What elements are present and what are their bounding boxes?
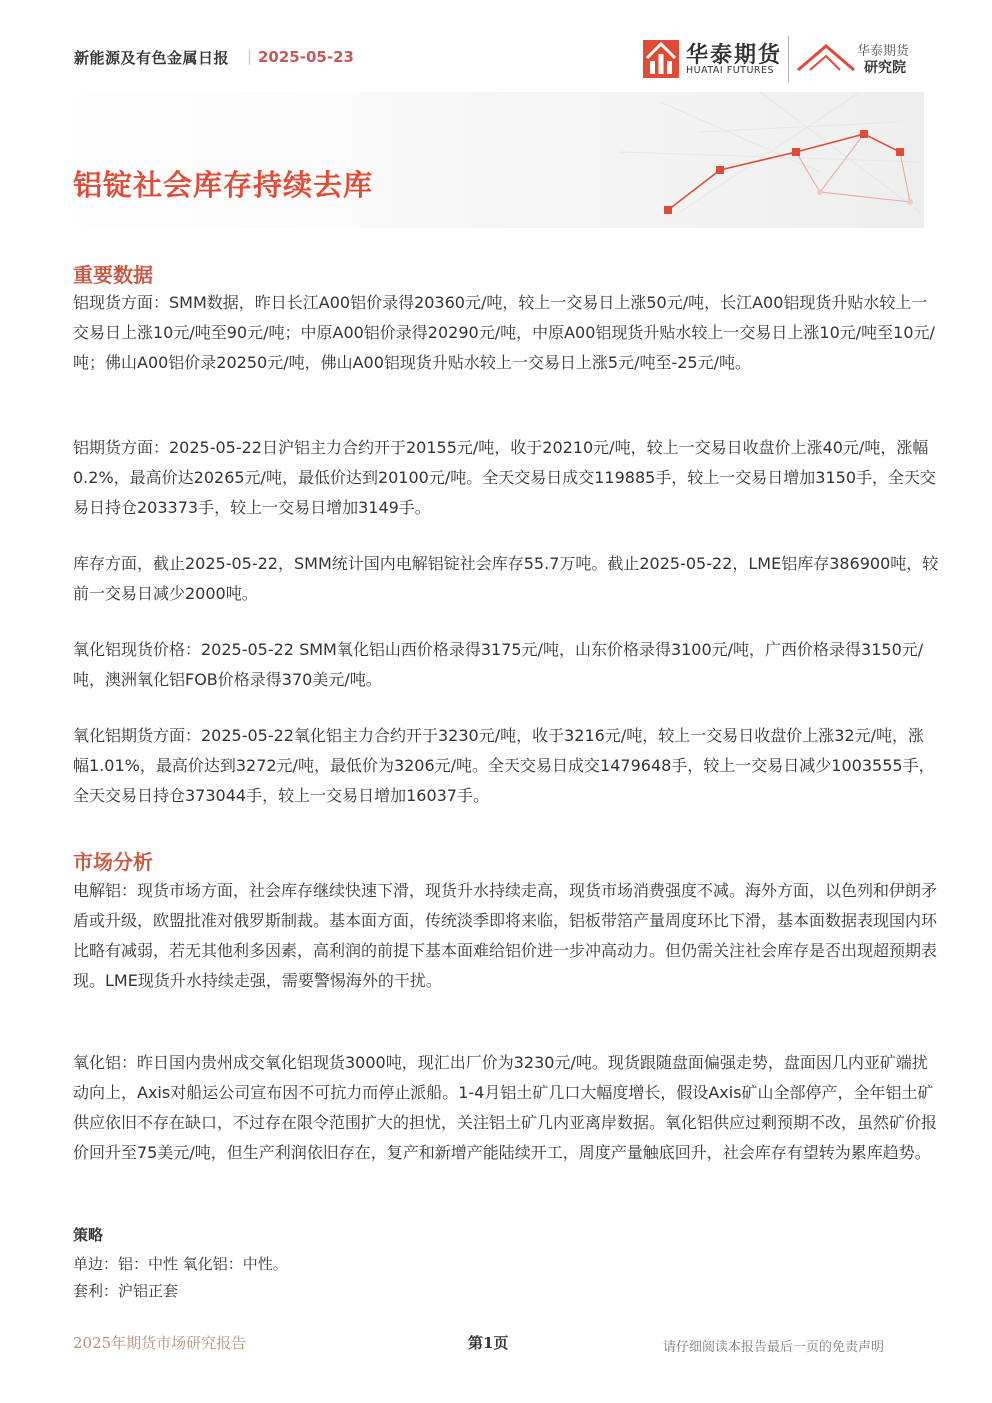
institute-name-line2: 研究院 [864,60,906,76]
paragraph-alumina-futures: 氧化铝期货方面：2025-05-22氧化铝主力合约开于3230元/吨，收于3216元/吨，较上一交易日收盘价上涨32元/吨，涨幅1.01%，最高价达到3272元/吨，最低价为3206元/吨。全天交易日成交1479648手，较上一交易日减少1003555手，全天交易日持仓373044手，较上一交易日增加16037手。 [73,726,935,805]
section-heading-market-analysis: 市场分析 [73,850,153,874]
strategy-single-side: 单边：铝：中性 氧化铝：中性。 [73,1255,288,1273]
page-title: 铝锭社会库存持续去库 [73,168,374,202]
footer-page-number: 第1页 [468,1334,509,1352]
network-graphic [60,92,924,228]
paragraph-alumina-spot: 氧化铝现货价格：2025-05-22 SMM氧化铝山西价格录得3175元/吨，山东价格录得3100元/吨，广西价格录得3150元/吨，澳洲氧化铝FOB价格录得370美元/吨。 [73,640,924,689]
title-banner [60,92,924,228]
brand-name-en: HUATAI FUTURES [686,65,775,76]
paragraph-aluminum-spot: 铝现货方面：SMM数据，昨日长江A00铝价录得20360元/吨，较上一交易日上涨50元/吨，长江A00铝现货升贴水较上一交易日上涨10元/吨至90元/吨；中原A00铝价录得20290元/吨，中原A00铝现货升贴水较上一交易日上涨10元/吨至10元/吨；佛山A00铝价录20250元/吨，佛山A00铝现货升贴水较上一交易日上涨5元/吨至-25元/吨。 [73,293,935,372]
paragraph-alumina-analysis: 氧化铝：昨日国内贵州成交氧化铝现货3000吨，现汇出厂价为3230元/吨。现货跟随盘面偏强走势，盘面因几内亚矿端扰动向上，Axis对船运公司宣布因不可抗力而停止派船。1-4月铝土矿几口大幅度增长，假设Axis矿山全部停产，全年铝土矿供应依旧不存在缺口，不过存在限令范围扩大的担忧，关注铝土矿几内亚离岸数据。氧化铝供应过剩预期不改，虽然矿价报价回升至75美元/吨，但生产利润依旧存在，复产和新增产能陆续开工，周度产量触底回升，社会库存有望转为累库趋势。 [73,1053,938,1162]
report-name: 新能源及有色金属日报 [74,49,230,67]
paragraph-aluminum-futures: 铝期货方面：2025-05-22日沪铝主力合约开于20155元/吨，收于20210元/吨，较上一交易日收盘价上涨40元/吨，涨幅0.2%，最高价达20265元/吨，最低价达到20100元/吨。全天交易日成交119885手，较上一交易日增加3150手，全天交易日持仓203373手，较上一交易日增加3149手。 [73,438,937,517]
paragraph-inventory: 库存方面，截止2025-05-22，SMM统计国内电解铝锭社会库存55.7万吨。截止2025-05-22，LME铝库存386900吨，较前一交易日减少2000吨。 [73,554,939,603]
strategy-arbitrage: 套利：沪铝正套 [73,1282,179,1300]
report-date: 2025-05-23 [258,48,354,66]
strategy-heading: 策略 [73,1226,104,1244]
paragraph-electrolytic-aluminum: 电解铝：现货市场方面，社会库存继续快速下滑，现货升水持续走高，现货市场消费强度不减。海外方面，以色列和伊朗矛盾或升级，欧盟批准对俄罗斯制裁。基本面方面，传统淡季即将来临，铝板带箔产量周度环比下滑，基本面数据表现国内环比略有减弱，若无其他利多因素，高利润的前提下基本面难给铝价进一步冲高动力。但仍需关注社会库存是否出现超预期表现。LME现货升水持续走强，需要警惕海外的干扰。 [73,881,938,990]
huatai-logo-icon [643,40,679,78]
report-header [0,0,992,92]
section-heading-key-data: 重要数据 [73,263,153,287]
brand-name-cn: 华泰期货 [686,43,783,68]
logo-divider [788,36,789,82]
footer-report-series: 2025年期货市场研究报告 [73,1334,247,1352]
footer-disclaimer-note: 请仔细阅读本报告最后一页的免责声明 [663,1340,885,1355]
institute-name-line1: 华泰期货 [857,44,910,59]
institute-logo-icon [796,40,858,74]
header-separator: | [247,47,253,65]
